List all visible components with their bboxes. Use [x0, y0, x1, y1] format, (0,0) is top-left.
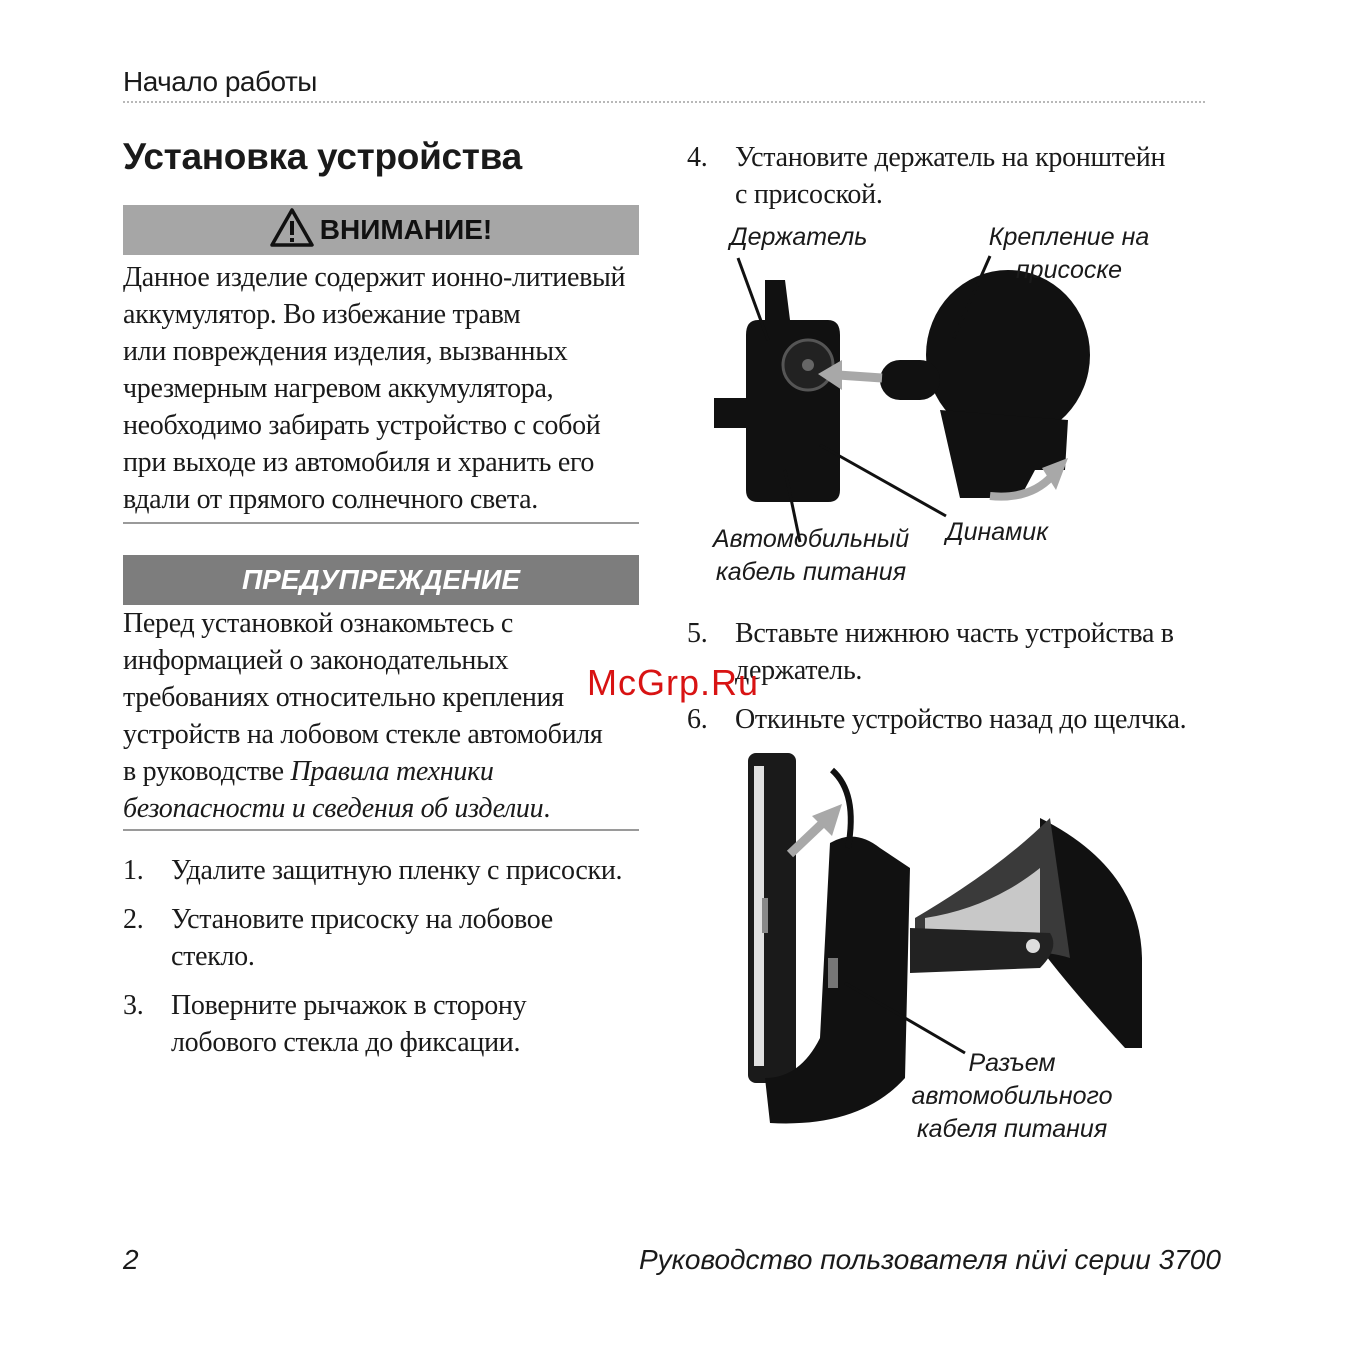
- power-cable-label-line: кабель питания: [715, 558, 907, 586]
- power-connector-label: [910, 1047, 1114, 1146]
- step-line: лобового стекла до фиксации.: [171, 1027, 521, 1058]
- step-line: с присоской.: [735, 179, 883, 210]
- warning-line: Перед установкой ознакомьтесь с: [123, 608, 513, 639]
- step-line: Вставьте нижнюю часть устройства в: [735, 618, 1174, 649]
- warning-label: ПРЕДУПРЕЖДЕНИЕ: [241, 564, 521, 595]
- warning-line-prefix: в руководстве: [123, 756, 291, 787]
- step-number: 2.: [123, 904, 144, 935]
- warning-divider: [123, 829, 639, 831]
- step-number: 4.: [687, 142, 708, 173]
- power-connector-label-line: автомобильного: [911, 1082, 1113, 1110]
- warning-line: [123, 790, 643, 827]
- header-divider: [123, 101, 1205, 103]
- page-title: Установка устройства: [123, 136, 522, 177]
- step-line: Удалите защитную пленку с присоски.: [171, 855, 623, 886]
- warning-line: требованиях относительно крепления: [123, 682, 564, 713]
- caution-line: чрезмерным нагревом аккумулятора,: [123, 373, 554, 404]
- speaker-label: Динамик: [946, 518, 1049, 546]
- caution-line: вдали от прямого солнечного света.: [123, 484, 538, 515]
- caution-line: аккумулятор. Во избежание травм: [123, 299, 521, 330]
- warning-line: информацией о законодательных: [123, 645, 509, 676]
- watermark: McGrp.Ru: [587, 662, 760, 703]
- caution-line: или повреждения изделия, вызванных: [123, 336, 568, 367]
- mount-label-line: присоске: [1015, 256, 1123, 284]
- step-text: [171, 852, 622, 889]
- warning-line: устройств на лобовом стекле автомобиля: [123, 719, 603, 750]
- caution-line: необходимо забирать устройство с собой: [123, 410, 601, 441]
- step-line: держатель.: [735, 655, 863, 686]
- mount-label-line: Крепление на: [988, 223, 1150, 251]
- warning-line-suffix: .: [543, 793, 551, 824]
- step-number: 1.: [123, 855, 144, 886]
- warning-text: [123, 605, 643, 827]
- step-line: Установите присоску на лобовое: [171, 904, 553, 935]
- warning-banner: [123, 555, 639, 605]
- step-text: [735, 615, 1174, 689]
- step-text: [735, 701, 1186, 738]
- step-number: 5.: [687, 618, 708, 649]
- running-header: Начало работы: [123, 66, 317, 97]
- manual-title-part2: безопасности и сведения об изделии: [123, 793, 544, 824]
- step-line: Установите держатель на кронштейн: [735, 142, 1166, 173]
- mount-label: [988, 221, 1150, 287]
- step-text: [171, 901, 553, 975]
- power-cable-label-line: Автомобильный: [712, 525, 910, 553]
- caution-text: [123, 259, 643, 518]
- step-text: [171, 987, 526, 1061]
- caution-label: ВНИМАНИЕ!: [319, 214, 493, 245]
- caution-banner: [123, 205, 639, 255]
- step-number: 3.: [123, 990, 144, 1021]
- holder-label: Держатель: [730, 223, 868, 251]
- power-cable-label: [712, 523, 910, 589]
- power-connector-label-line: Разъем: [968, 1049, 1056, 1077]
- footer-title: Руководство пользователя nüvi серии 3700: [639, 1244, 1221, 1275]
- warning-line: [123, 753, 643, 790]
- step-text: [735, 139, 1165, 213]
- power-connector-label-line: кабеля питания: [916, 1115, 1108, 1143]
- page-number: 2: [123, 1244, 139, 1275]
- manual-title-part1: Правила техники: [290, 756, 494, 787]
- caution-line: при выходе из автомобиля и хранить его: [123, 447, 595, 478]
- step-line: Поверните рычажок в сторону: [171, 990, 527, 1021]
- caution-line: Данное изделие содержит ионно-литиевый: [123, 262, 626, 293]
- step-line: стекло.: [171, 941, 255, 972]
- caution-divider: [123, 522, 639, 524]
- step-number: 6.: [687, 704, 708, 735]
- step-line: Откиньте устройство назад до щелчка.: [735, 704, 1187, 735]
- warning-triangle-icon: [270, 207, 314, 254]
